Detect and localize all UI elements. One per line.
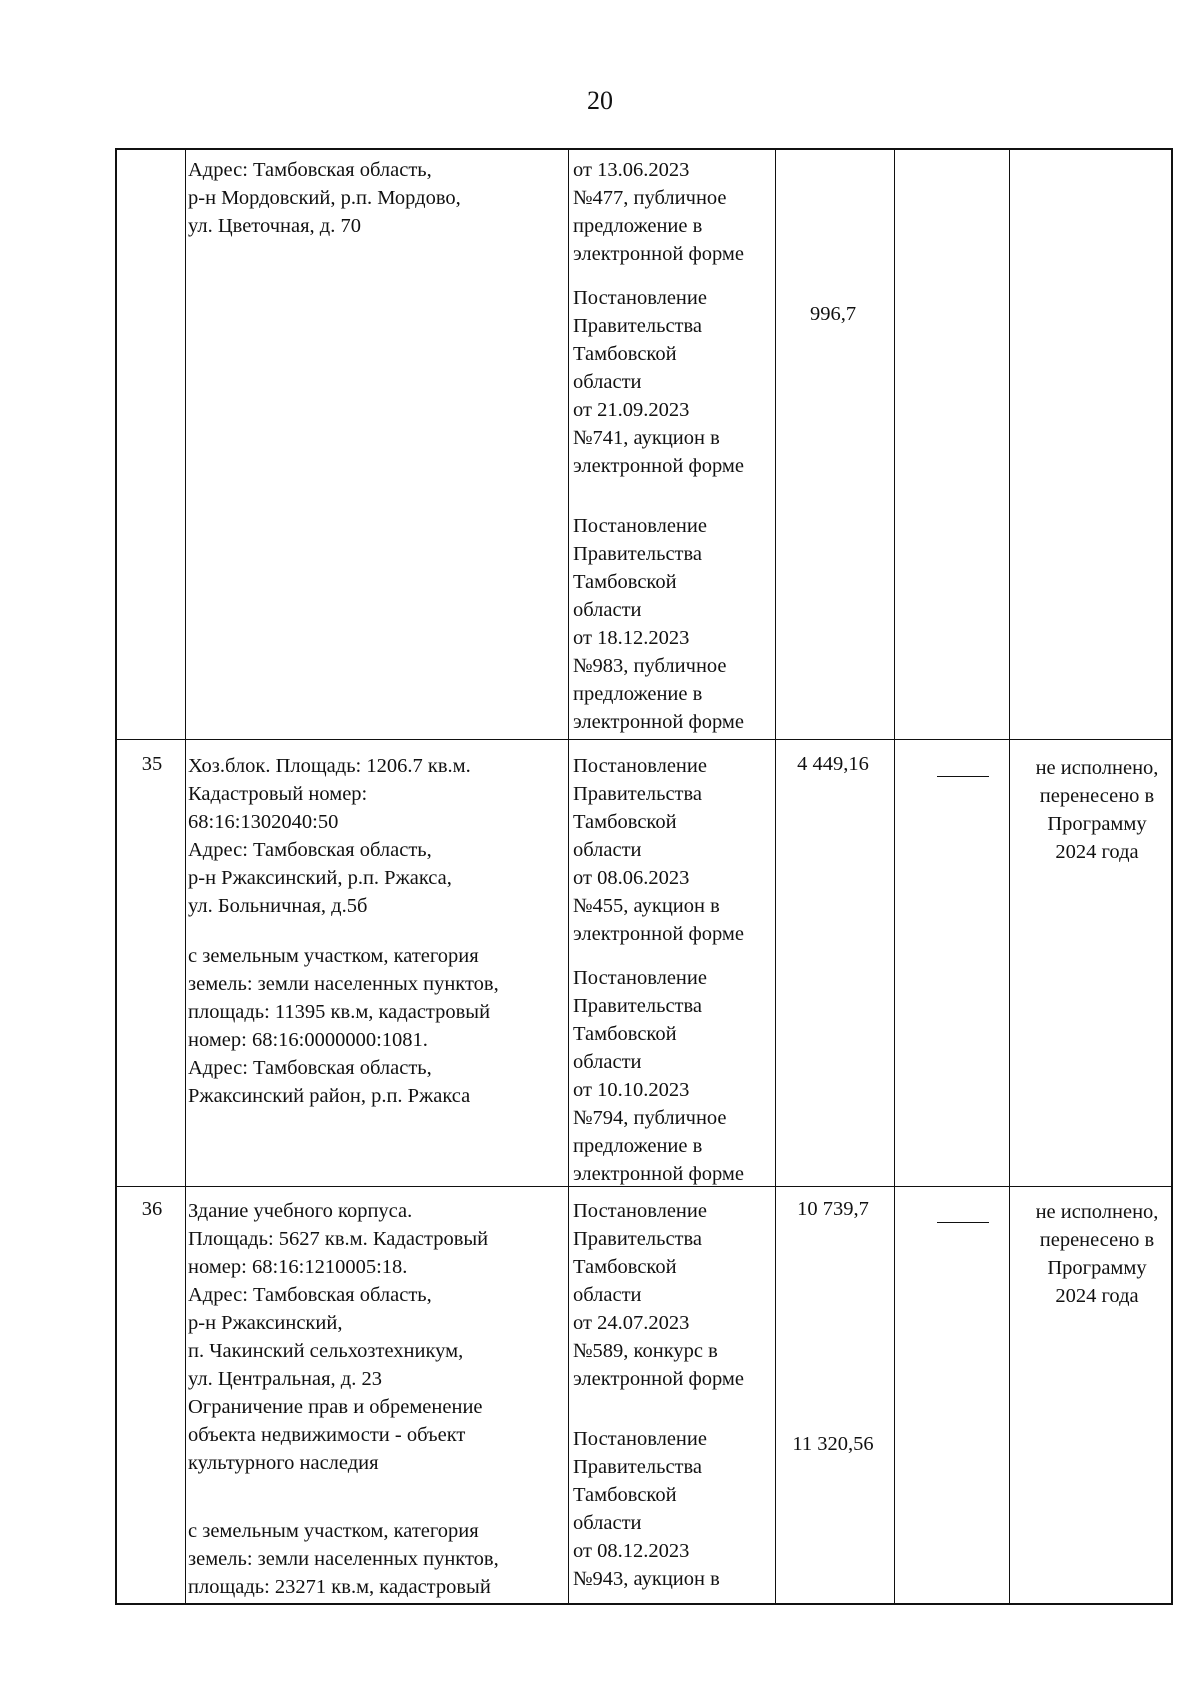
price-value: 4 449,16 xyxy=(797,753,869,775)
decision-text: Постановление Правительства Тамбовской области от 21.09.2023 №741, аукцион в электронной форме xyxy=(573,287,744,477)
column-divider xyxy=(1009,150,1010,1603)
row-number: 36 xyxy=(141,1198,163,1220)
decision-text: Постановление Правительства Тамбовской области от 10.10.2023 №794, публичное предложение в электронной форме xyxy=(573,967,744,1185)
decision-text: от 13.06.2023 №477, публичное предложение в электронной форме xyxy=(573,159,744,265)
price-value: 996,7 xyxy=(809,303,857,325)
row-divider xyxy=(117,739,1171,740)
price-value: 10 739,7 xyxy=(797,1198,869,1220)
status-note: не исполнено, перенесено в Программу 2024 года xyxy=(1035,757,1159,863)
column-divider xyxy=(185,150,186,1603)
object-description: с земельным участком, категория земель: земли населенных пунктов, площадь: 11395 кв.м, кадастровый номер: 68:16:0000000:1081. Адрес: Тамбовская область, Ржаксинский район, р.п. Ржакса xyxy=(188,945,499,1107)
property-table xyxy=(115,148,1173,1605)
empty-dash xyxy=(937,776,989,777)
object-description: с земельным участком, категория земель: земли населенных пунктов, площадь: 23271 кв.м, кадастровый xyxy=(188,1520,499,1598)
status-note: не исполнено, перенесено в Программу 2024 года xyxy=(1035,1201,1159,1307)
decision-text: Постановление Правительства Тамбовской области от 08.06.2023 №455, аукцион в электронной форме xyxy=(573,755,744,945)
column-divider xyxy=(568,150,569,1603)
decision-text: Постановление Правительства Тамбовской области от 24.07.2023 №589, конкурс в электронной форме xyxy=(573,1200,744,1390)
column-divider xyxy=(775,150,776,1603)
object-description: Здание учебного корпуса. Площадь: 5627 кв.м. Кадастровый номер: 68:16:1210005:18. Адрес: Тамбовская область, р-н Ржаксинский, п. Чакинский сельхозтехникум, ул. Центральная, д. 23 Ограничение прав и обременение объекта недвижимости - объект культурного наследия xyxy=(188,1200,489,1474)
decision-text: Постановление Правительства Тамбовской области от 08.12.2023 №943, аукцион в xyxy=(573,1428,720,1590)
object-description: Хоз.блок. Площадь: 1206.7 кв.м. Кадастровый номер: 68:16:1302040:50 Адрес: Тамбовская область, р-н Ржаксинский, р.п. Ржакса, ул. Больничная, д.5б xyxy=(188,755,471,917)
decision-text: Постановление Правительства Тамбовской области от 18.12.2023 №983, публичное предложение в электронной форме xyxy=(573,515,744,733)
empty-dash xyxy=(937,1222,989,1223)
page-number: 20 xyxy=(587,86,613,115)
price-value: 11 320,56 xyxy=(792,1433,874,1455)
column-divider xyxy=(894,150,895,1603)
row-number: 35 xyxy=(141,753,163,775)
object-description: Адрес: Тамбовская область, р-н Мордовский, р.п. Мордово, ул. Цветочная, д. 70 xyxy=(188,159,461,237)
